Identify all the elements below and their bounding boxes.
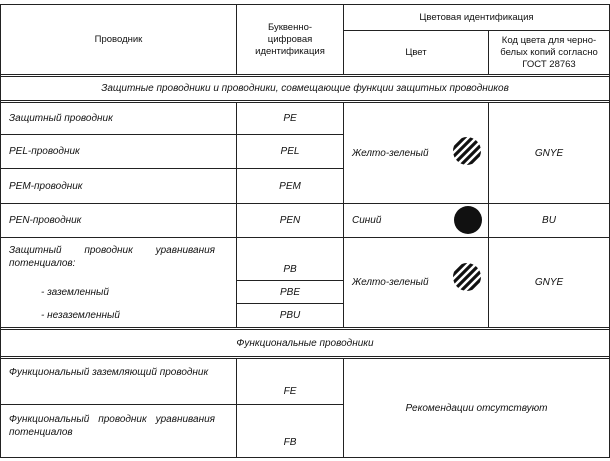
row-pem-code: PEM — [279, 180, 301, 192]
header-color: Цвет — [405, 47, 427, 58]
pen-bw-code: BU — [542, 215, 556, 226]
row-pb-name-cell — [1, 244, 236, 278]
hatched-circle-icon — [452, 262, 482, 292]
row-pb-code: PB — [283, 264, 297, 275]
header-alnum-identification: Буквенно-цифровая идентификация — [255, 22, 325, 57]
header-color-identification: Цветовая идентификация — [419, 11, 534, 23]
section2-title: Функциональные проводники — [236, 337, 374, 349]
row-pen-code: PEN — [279, 215, 301, 226]
pen-color: Синий — [352, 215, 382, 226]
row-pbu-code: PBU — [279, 310, 301, 321]
row-pel-code: PEL — [280, 146, 300, 157]
row-fb-code: FB — [283, 437, 297, 448]
section1-title: Защитные проводники и проводники, совмещающие функции защитных проводников — [101, 83, 509, 94]
header-bw-code: Код цвета для черно-белых копий согласно ГОСТ 28763 — [500, 35, 598, 70]
row-pen-name: PEN-проводник — [9, 215, 82, 226]
group2-bw-code: GNYE — [534, 277, 564, 288]
row-fe-name: Функциональный заземляющий проводник — [9, 367, 209, 378]
hatched-circle-icon — [452, 136, 482, 166]
group2-color: Желто-зеленый — [352, 277, 429, 288]
row-fb-name-cell — [1, 413, 236, 449]
row-pbu-name: - незаземленный — [41, 310, 120, 321]
header-conductor: Проводник — [94, 34, 143, 45]
row-pbe-name: - заземленный — [41, 286, 109, 298]
row-fe-code: FE — [283, 386, 297, 397]
functional-note: Рекомендации отсутствуют — [405, 402, 548, 414]
row-pe-name: Защитный проводник — [9, 113, 113, 124]
row-fe-name-cell — [1, 366, 236, 402]
row-pbe-code: PBE — [279, 286, 300, 298]
group1-color: Желто-зеленый — [352, 147, 429, 159]
row-pel-name: PEL-проводник — [9, 146, 80, 157]
row-pb-name: Защитный проводник уравнивания потенциалов: — [9, 245, 215, 269]
group1-bw-code: GNYE — [534, 147, 564, 159]
row-pem-name: PEM-проводник — [9, 180, 83, 192]
row-pe-code: PE — [283, 113, 297, 124]
table-bottom-border — [0, 457, 610, 458]
row-fb-name: Функциональный проводник уравнивания потенциалов — [9, 414, 215, 438]
solid-circle-icon — [453, 205, 483, 235]
